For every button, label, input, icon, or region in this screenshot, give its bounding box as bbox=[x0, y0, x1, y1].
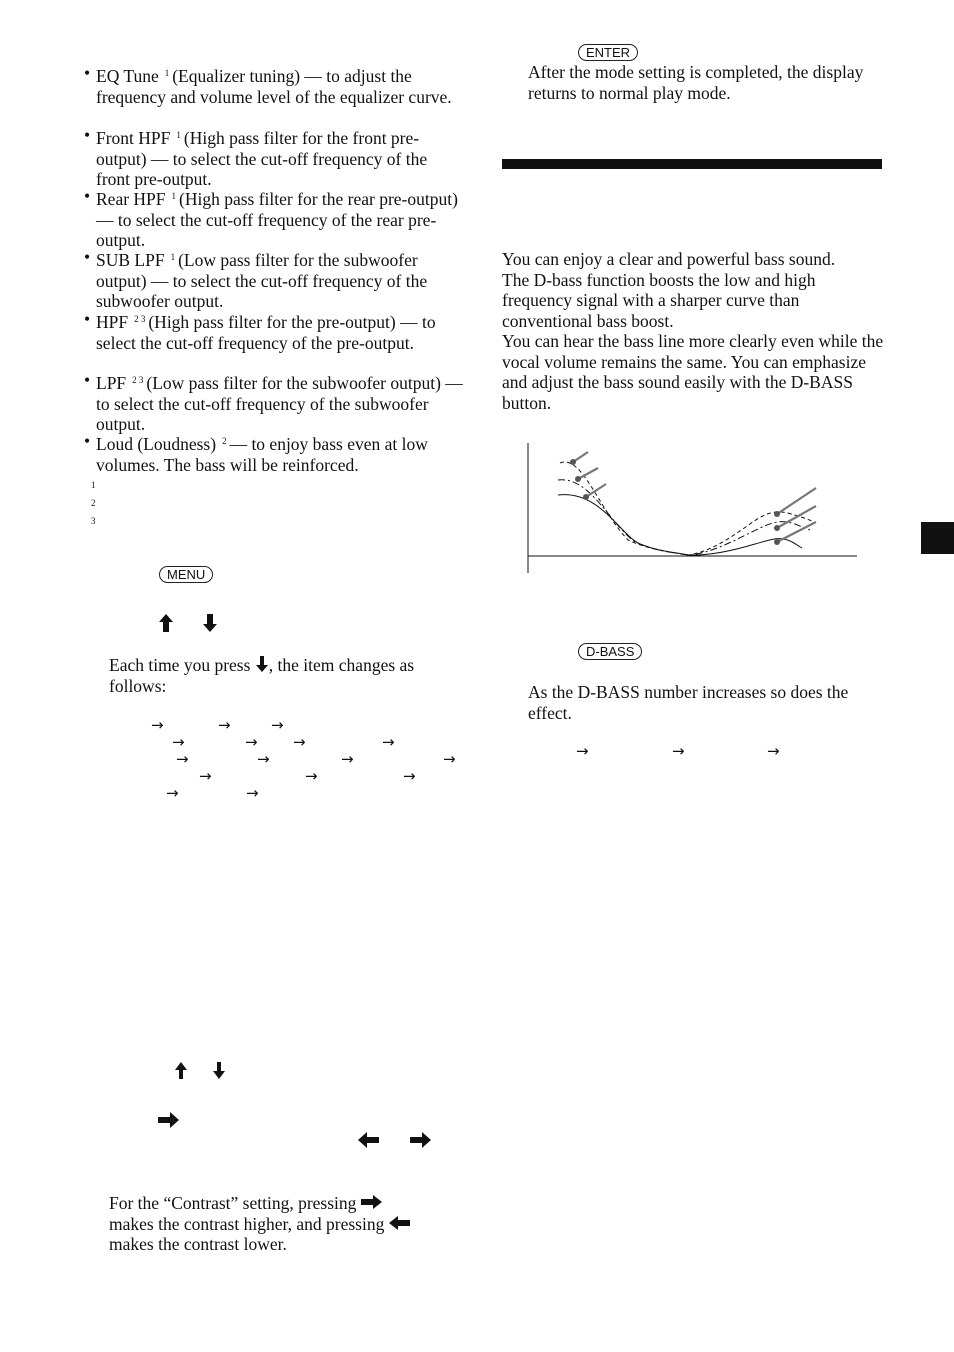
sequence-arrow-icon: → bbox=[271, 716, 284, 734]
paragraph: The D-bass function boosts the low and high frequency signal with a sharper curve than conventional bass boost. bbox=[502, 269, 816, 331]
paragraph: You can enjoy a clear and powerful bass sound. bbox=[502, 249, 836, 269]
sequence-arrow-icon: → bbox=[403, 767, 416, 785]
after-setting-text: After the mode setting is completed, the display returns to normal play mode. bbox=[528, 62, 864, 103]
sequence-arrow-icon: → bbox=[166, 784, 179, 802]
bullet-hpf: • HPF $^{2 3}$ (High pass filter for the pre-output) — to select the cut-off frequency of the pre-output. bbox=[84, 309, 436, 353]
bullet-eq-tune: • EQ Tune $^1$ (Equalizer tuning) — to adjust the frequency and volume level of the equalizer curve. bbox=[84, 63, 452, 107]
bullet-lpf: • LPF $^{2 3}$ (Low pass filter for the subwoofer output) — to select the cut-off frequency of the subwoofer output. bbox=[84, 370, 463, 434]
dbass-effect-text: As the D-BASS number increases so does the effect. bbox=[528, 682, 849, 723]
down-arrow-icon[interactable] bbox=[202, 614, 218, 633]
contrast-instruction: For the “Contrast” setting, pressing makes the contrast higher, and pressing makes the contrast lower. bbox=[109, 1193, 469, 1255]
sequence-arrow-icon: → bbox=[382, 733, 395, 751]
sequence-arrow-icon: → bbox=[672, 742, 685, 760]
bullet-rear-hpf: • Rear HPF $^1$ (High pass filter for the rear pre-output) — to select the cut-off frequency of the rear pre-output. bbox=[84, 186, 458, 250]
sequence-arrow-icon: → bbox=[341, 750, 354, 768]
dbass-curve-figure bbox=[520, 440, 865, 580]
section-rule bbox=[502, 159, 882, 169]
sequence-arrow-icon: → bbox=[245, 733, 258, 751]
sequence-arrow-icon: → bbox=[443, 750, 456, 768]
right-arrow-icon[interactable] bbox=[158, 1112, 180, 1128]
sequence-arrow-icon: → bbox=[218, 716, 231, 734]
sequence-arrow-icon: → bbox=[257, 750, 270, 768]
sequence-arrow-icon: → bbox=[151, 716, 164, 734]
right-arrow-icon[interactable] bbox=[410, 1132, 432, 1148]
sequence-arrow-icon: → bbox=[767, 742, 780, 760]
sequence-arrow-icon: → bbox=[172, 733, 185, 751]
footnote-marker-2: 2 bbox=[91, 498, 96, 508]
section-tab-marker bbox=[921, 522, 954, 554]
sequence-arrow-icon: → bbox=[199, 767, 212, 785]
up-arrow-icon[interactable] bbox=[174, 1062, 188, 1080]
sequence-arrow-icon: → bbox=[246, 784, 259, 802]
sequence-arrow-icon: → bbox=[305, 767, 318, 785]
footnote-marker-3: 3 bbox=[91, 516, 96, 526]
sequence-arrow-icon: → bbox=[176, 750, 189, 768]
up-arrow-icon[interactable] bbox=[158, 614, 174, 633]
down-arrow-icon[interactable] bbox=[212, 1062, 226, 1080]
paragraph: You can hear the bass line more clearly even while the vocal volume remains the same. You can emphasize and adjust the bass sound easily with the D-BASS button. bbox=[502, 331, 884, 413]
bullet-loudness: • Loud (Loudness) $^2$ — to enjoy bass even at low volumes. The bass will be reinforced. bbox=[84, 431, 428, 475]
left-arrow-icon bbox=[389, 1216, 411, 1231]
down-arrow-icon bbox=[255, 656, 269, 673]
sequence-arrow-icon: → bbox=[576, 742, 589, 760]
right-arrow-icon bbox=[361, 1195, 383, 1210]
dbass-description bbox=[502, 249, 887, 413]
bullet-front-hpf: • Front HPF $^1$ (High pass filter for the front pre-output) — to select the cut-off frequency of the front pre-output. bbox=[84, 125, 428, 189]
sequence-arrow-icon: → bbox=[293, 733, 306, 751]
left-arrow-icon[interactable] bbox=[358, 1132, 380, 1148]
dbass-button[interactable]: D-BASS bbox=[578, 643, 642, 660]
enter-button[interactable]: ENTER bbox=[578, 44, 638, 61]
press-instruction: Each time you press , the item changes as follows: bbox=[109, 655, 415, 696]
menu-button[interactable]: MENU bbox=[159, 566, 213, 583]
bullet-sub-lpf: • SUB LPF $^1$ (Low pass filter for the subwoofer output) — to select the cut-off frequency of the subwoofer output. bbox=[84, 247, 428, 311]
footnote-marker-1: 1 bbox=[91, 480, 96, 490]
